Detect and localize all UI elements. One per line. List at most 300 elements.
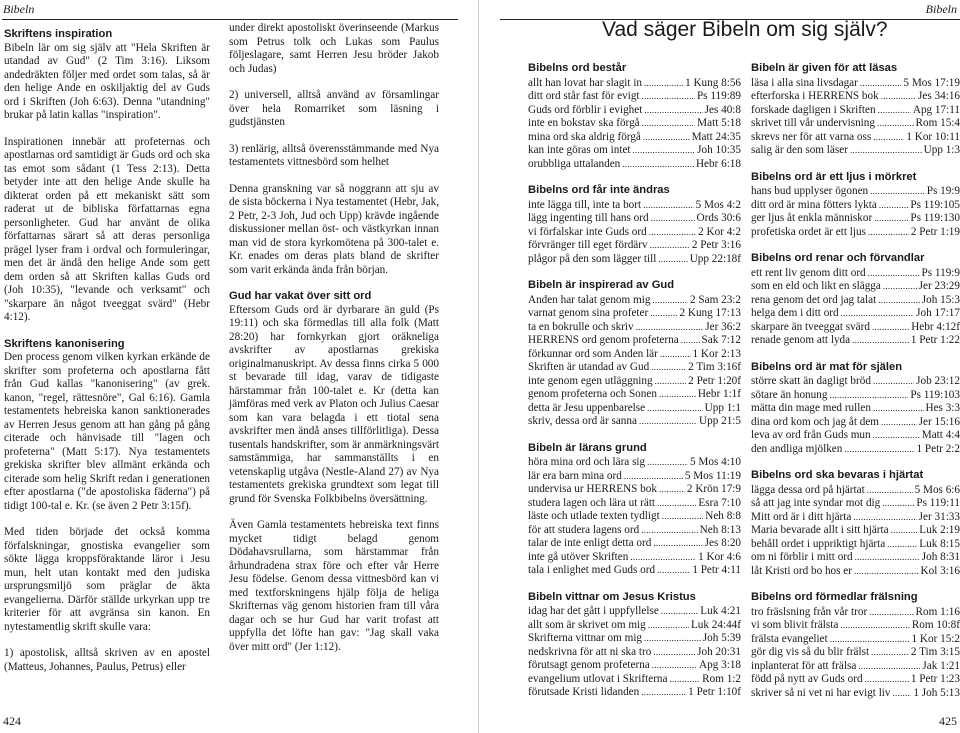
reference-row (751, 646, 960, 660)
reference-row (528, 686, 741, 700)
reference-text: Skrifterna vittnar om mig (528, 632, 643, 644)
reference-text: inplanterat för att frälsa (751, 659, 857, 672)
reference-text: skrivet till vår undervisning (751, 117, 875, 129)
leader-dots (653, 646, 695, 660)
verse-reference: Matt 24:35 (691, 130, 741, 143)
leader-dots (659, 483, 685, 497)
reference-text: inte en bokstav ska förgå (528, 117, 640, 129)
verse-reference: Matt 5:18 (697, 117, 741, 129)
reference-row (528, 226, 741, 240)
reference-row (528, 375, 741, 389)
leader-dots (644, 104, 702, 118)
reference-text: vi som blivit frälsta (751, 619, 839, 631)
leader-dots (648, 619, 689, 633)
paragraph: 1) apostolisk, alltså skriven av en apostel (Matteus, Johannes, Paulus, Petrus) eller (4, 647, 210, 673)
reference-text: efterforska i HERRENS bok (751, 90, 879, 102)
reference-row (751, 131, 960, 145)
reference-row (751, 511, 960, 525)
reference-row (528, 564, 741, 578)
leader-dots (644, 77, 683, 91)
reference-row (751, 633, 960, 647)
reference-text: behåll ordet i uppriktigt hjärta (751, 537, 886, 550)
reference-text: studera lagen och lära ut rätt (528, 496, 656, 509)
reference-row (528, 510, 741, 524)
verse-reference: 2 Petr 1:20f (688, 374, 741, 387)
verse-reference: Upp 21:5 (699, 415, 741, 427)
paragraph: Även Gamla testamentets hebreiska text finns mycket tidigt belagd genom Dödahavsrullarna, som härstammar från århundradena strax före och efter vår Herre Jesu födelse. Genom dessa vittnesbörd kan vi med textforskningens hjälp följa de heliga Skrifternas väg genom historien fram till våra dagar och se hur Gud har varit trofast att uppfylla det löfte han gav: "Jag skall vaka över mitt ord" (Jer 1:12). (229, 519, 439, 653)
reference-row (751, 226, 960, 240)
reference-text: låt Kristi ord bo hos er (751, 564, 852, 577)
reference-text: skriv, dessa ord är sanna (528, 415, 637, 427)
reference-row (528, 483, 741, 497)
reference-text: Mitt ord är i ditt hjärta (751, 510, 852, 523)
reference-group (751, 469, 960, 578)
verse-reference: Job 23:12 (916, 375, 960, 387)
verse-reference: Upp 1:3 (923, 144, 960, 156)
verse-reference: 1 Petr 2:2 (916, 442, 960, 455)
verse-reference: Apg 3:18 (699, 659, 741, 671)
reference-text: tro fräslsning från vår tror (751, 605, 868, 618)
reference-text: skrevs ner för att varna oss (751, 130, 872, 143)
reference-row (751, 199, 960, 213)
reference-row (751, 416, 960, 430)
text-column-1 (4, 28, 210, 687)
paragraph: under direkt apostoliskt överinseende (Markus som Petrus tolk och Lukas som Paulus följeslagare, samt Herren Jesu bröder Jakob och Judas) (229, 22, 439, 75)
reference-text: ett rent liv genom ditt ord (751, 266, 866, 279)
running-head: Bibeln (3, 2, 35, 16)
right-page (500, 0, 960, 733)
reference-row (528, 632, 741, 646)
paragraph: Inspirationen innebär att profeternas och apostlarnas ord samtidigt är Guds ord och ska tas emot som sådant (1 Tess 2:13). Detta betyder inte att den helige Ande skulle ha dikterat orden på ett mekaniskt sätt som raderat ut de bibliska författarnas egna personligheter. Gud har använt de olika författarnas särart så att deras personliga prägel lyser fram i ordval och formuleringar, men det är ändå den helige Ande som gett dem orden så att Skriften kallas Guds ord (Joh 10:35), "levande och verksamt" och "skarpare än något tveeggat svärd" (Hebr 4:12). (4, 135, 210, 323)
leader-dots (647, 402, 703, 416)
reference-group-heading: Bibeln är lärans grund (528, 441, 647, 454)
leader-dots (840, 619, 910, 633)
reference-row (751, 551, 960, 565)
reference-text: som en eld och likt en slägga (751, 280, 881, 292)
reference-row (751, 660, 960, 674)
reference-text: född på nytt av Guds ord (751, 673, 863, 685)
leader-dots (878, 104, 911, 118)
reference-row (528, 361, 741, 375)
leader-dots (651, 212, 695, 226)
reference-text: förvränger till eget fördärv (528, 239, 648, 251)
verse-reference: 5 Mos 11:19 (684, 469, 741, 482)
leader-dots (879, 199, 909, 213)
leader-dots (865, 673, 909, 687)
reference-text: mätta din mage med rullen (751, 402, 871, 414)
reference-text: lägga dessa ord på hjärtat (751, 483, 865, 496)
leader-dots (644, 632, 701, 646)
leader-dots (652, 294, 688, 308)
reference-row (528, 334, 741, 348)
reference-text: salig är den som läser (751, 144, 848, 156)
reference-text: inte lägga till, inte ta bort (528, 198, 642, 211)
reference-text: nedskrivna för att ni ska tro (528, 645, 652, 658)
paragraph: Med tiden började det också komma förfalskningar, gnostiska evangelier som sökte lägga kroppsföraktande läror i Jesu mun, helt utan kontakt med den judiska ursprungsmiljö som präglar de äkta evangelierna. Därför ställde urkyrkan upp tre kriterier för att avgränsa sin kanon. En nytestamentlig skrift skulle vara: (4, 526, 210, 633)
reference-row (528, 673, 741, 687)
page-number: 425 (939, 714, 957, 728)
verse-reference: Ps 119:130 (910, 212, 960, 224)
reference-row (528, 307, 741, 321)
verse-reference: Joh 17:17 (916, 307, 960, 319)
verse-reference: Jes 40:8 (704, 103, 741, 116)
reference-row (528, 294, 741, 308)
verse-reference: 2 Sam 23:2 (690, 293, 741, 306)
reference-text: detta är Jesu uppenbarelse (528, 401, 646, 414)
reference-text: gör dig vis så du blir frälst (751, 646, 870, 658)
verse-reference: Apg 17:11 (912, 103, 960, 116)
reference-row (528, 90, 741, 104)
verse-reference: Jer 23:29 (918, 280, 960, 292)
leader-dots (881, 416, 917, 430)
verse-reference: 2 Krön 17:9 (686, 483, 741, 495)
reference-row (528, 199, 741, 213)
reference-text: förkunnar ord som Anden lär (528, 347, 658, 360)
reference-text: frälsta evangeliet (751, 632, 828, 645)
reference-text: den andliga mjölken (751, 442, 843, 455)
reference-row (751, 402, 960, 416)
leader-dots (650, 307, 677, 321)
reference-text: tala i enlighet med Guds ord (528, 564, 656, 576)
leader-dots (893, 687, 912, 701)
reference-row (528, 470, 741, 484)
reference-text: forskade dagligen i Skriften (751, 103, 876, 116)
leader-dots (653, 537, 702, 551)
reference-row (528, 388, 741, 402)
reference-row (528, 158, 741, 172)
reference-row (751, 375, 960, 389)
verse-reference: Jer 36:2 (705, 320, 741, 333)
verse-reference: Jer 15:16 (918, 415, 960, 428)
leader-dots (871, 646, 909, 660)
reference-group-heading: Bibeln är given för att läsas (751, 62, 898, 74)
reference-text: allt han lovat har slagit in (528, 76, 643, 89)
reference-text: lägg ingenting till hans ord (528, 212, 649, 224)
leader-dots (681, 334, 700, 348)
leader-dots (887, 538, 917, 552)
reference-text: ditt ord står fast för evigt (528, 90, 640, 102)
verse-reference: Jak 1:21 (922, 659, 960, 672)
leader-dots (872, 321, 909, 335)
verse-reference: Jer 31:33 (918, 510, 960, 523)
reference-text: renade genom att lyda (751, 334, 851, 346)
leader-dots (643, 131, 690, 145)
verse-reference: 2 Tim 3:15 (910, 646, 960, 658)
verse-reference: Upp 1:1 (704, 401, 741, 414)
verse-reference: Kol 3:16 (920, 564, 960, 577)
reference-group (751, 591, 960, 700)
leader-dots (852, 334, 909, 348)
leader-dots (844, 443, 914, 457)
running-head: Bibeln (925, 2, 957, 16)
reference-text: dina ord kom och jag åt dem (751, 415, 880, 428)
leader-dots (869, 606, 913, 620)
reference-row (751, 185, 960, 199)
reference-group (528, 442, 741, 578)
verse-reference: Jes 34:16 (918, 90, 960, 102)
reference-row (528, 321, 741, 335)
reference-row (751, 144, 960, 158)
reference-text: förutsagt genom profeterna (528, 659, 650, 671)
reference-text: inte gå utöver Skriften (528, 550, 629, 563)
reference-row (528, 537, 741, 551)
verse-reference: Luk 8:15 (919, 537, 960, 550)
verse-reference: 2 Kung 17:13 (679, 307, 741, 319)
reference-row (528, 117, 741, 131)
reference-text: allt som är skrivet om mig (528, 618, 646, 631)
reference-text: Maria bevarade allt i sitt hjärta (751, 524, 889, 536)
leader-dots (650, 239, 690, 253)
reference-text: läsa i alla sina livsdagar (751, 76, 858, 89)
reference-text: profetiska ordet är ett ljus (751, 225, 866, 238)
leader-dots (891, 524, 918, 538)
reference-text: större skatt än dagligt bröd (751, 375, 871, 387)
verse-reference: Neh 8:13 (699, 523, 741, 536)
reference-text: kan inte göras om intet (528, 144, 631, 156)
leader-dots (850, 144, 922, 158)
verse-reference: Joh 20:31 (697, 645, 741, 658)
section-heading: Skriftens kanonisering (4, 337, 125, 350)
verse-reference: Hes 3:3 (925, 402, 960, 414)
reference-row (751, 294, 960, 308)
leader-dots (657, 564, 690, 578)
verse-reference: Rom 10:8f (911, 619, 960, 631)
verse-reference: Upp 22:18f (689, 252, 741, 265)
reference-row (528, 239, 741, 253)
reference-row (528, 415, 741, 429)
reference-text: ta en bokrulle och skriv (528, 320, 634, 333)
leader-dots (630, 551, 696, 565)
paragraph: Denna granskning var så noggrann att sju av de sista böckerna i Nya testamentet (Hebr, Jak, 2 Petr, 2-3 Joh, Jud och Upp) krävde ingående diskussioner mellan öst- och västkyrkan innan man vid de stora kyrkomötena på 300-talet e. Kr. enades om deras plats bland de skrifter som varit erkända ända från början. (229, 182, 439, 276)
verse-reference: 5 Mos 4:10 (690, 456, 741, 468)
paragraph: Den process genom vilken kyrkan erkände de skrifter som profeterna och apostlarna fått från Gud kallas "kanonisering" (av grek. kanon, "regel, rättesnöre", Gal 6:16). Gamla testamentets hebreiska kanon sanktionerades av Herren Jesus genom att han gång på gång citerade och hänvisade till "lagen och profeterna" (Matt 5:17). Nya testamentets grekiska skrifter blev allmänt erkända och citerade som helig Skrift redan i generationen efter apostlarna ("de apostoliska fäderna") på tidigt 100-tal e. Kr. (se även 2 Petr 3:15f). (4, 351, 210, 512)
leader-dots (868, 267, 920, 281)
verse-reference: 1 Petr 1:10f (688, 686, 741, 698)
reference-group-heading: Bibeln vittnar om Jesus Kristus (528, 590, 696, 603)
leader-dots (878, 294, 920, 308)
verse-reference: Esra 7:10 (698, 496, 741, 509)
reference-row (751, 443, 960, 457)
reference-text: Anden har talat genom mig (528, 293, 651, 306)
leader-dots (670, 673, 701, 687)
reference-text: HERRENS ord genom profeterna (528, 334, 679, 346)
verse-reference: Sak 7:12 (701, 334, 741, 346)
leader-dots (858, 660, 920, 674)
verse-reference: 2 Kor 4:2 (698, 225, 741, 238)
reference-row (751, 104, 960, 118)
reference-text: så att jag inte syndar mot dig (751, 497, 881, 509)
reference-row (751, 77, 960, 91)
reference-row (751, 606, 960, 620)
verse-reference: Joh 10:35 (697, 144, 741, 156)
reference-row (528, 402, 741, 416)
reference-text: vi förfalskar inte Guds ord (528, 225, 647, 238)
leader-dots (642, 90, 695, 104)
reference-group-heading: Bibelns ord ska bevaras i hjärtat (751, 469, 924, 481)
text-column-2 (229, 22, 439, 667)
reference-row (751, 280, 960, 294)
reference-group-heading: Bibelns ord renar och förvandlar (751, 252, 925, 264)
leader-dots (873, 375, 914, 389)
reference-text: om ni förblir i mitt ord (751, 551, 853, 563)
reference-text: genom profeterna och Sonen (528, 388, 657, 400)
leader-dots (830, 633, 910, 647)
reference-text: inte genom egen utläggning (528, 374, 653, 387)
reference-text: hans bud upplyser ögonen (751, 185, 869, 197)
reference-row (528, 659, 741, 673)
reference-text: förutsade Kristi lidanden (528, 686, 640, 698)
verse-reference: Joh 15:3 (921, 293, 960, 306)
reference-text: skriver så ni vet ni har evigt liv (751, 686, 891, 699)
leader-dots (860, 77, 902, 91)
reference-text: evangelium utlovat i Skrifterna (528, 672, 668, 685)
verse-reference: Luk 24:44f (690, 618, 741, 631)
reference-row (528, 212, 741, 226)
reference-row (528, 605, 741, 619)
reference-row (751, 267, 960, 281)
section-heading: Skriftens inspiration (4, 28, 113, 40)
reference-text: ditt ord är mina fötters lykta (751, 198, 877, 211)
reference-group (528, 62, 741, 171)
reference-group-heading: Bibelns ord förmedlar frälsning (751, 591, 918, 603)
left-page (0, 0, 460, 733)
reference-row (528, 104, 741, 118)
verse-reference: Joh 8:31 (921, 551, 960, 563)
verse-reference: Rom 15:4 (915, 117, 960, 129)
reference-group (528, 591, 741, 700)
leader-dots (881, 90, 916, 104)
header-rule (2, 19, 458, 20)
verse-reference: 1 Petr 4:11 (692, 564, 741, 576)
reference-text: för att studera lagens ord (528, 523, 640, 536)
leader-dots (873, 402, 924, 416)
verse-reference: 1 Kor 4:6 (698, 550, 741, 563)
reference-row (528, 348, 741, 362)
reference-row (751, 321, 960, 335)
verse-reference: Luk 2:19 (919, 524, 960, 536)
reference-text: läste och utlade texten tydligt (528, 510, 660, 522)
reference-group-heading: Bibelns ord består (528, 62, 627, 74)
leader-dots (642, 117, 696, 131)
reference-text: orubbliga uttalanden (528, 157, 621, 170)
verse-reference: Luk 4:21 (700, 605, 741, 617)
verse-reference: Ords 30:6 (696, 212, 741, 224)
leader-dots (855, 551, 920, 565)
reference-row (528, 144, 741, 158)
leader-dots (853, 511, 916, 525)
reference-row (528, 524, 741, 538)
verse-reference: Rom 1:2 (702, 672, 741, 685)
reference-text: undervisa ur HERRENS bok (528, 483, 657, 495)
leader-dots (868, 226, 909, 240)
reference-text: plågor på den som lägger till (528, 252, 657, 265)
leader-dots (624, 470, 683, 484)
reference-row (528, 619, 741, 633)
leader-dots (643, 199, 694, 213)
leader-dots (658, 253, 687, 267)
leader-dots (639, 415, 697, 429)
reference-text: varnat genom sina profeter (528, 307, 649, 319)
verse-reference: 5 Mos 17:19 (903, 76, 960, 89)
paragraph: Bibeln lär om sig själv att "Hela Skriften är utandad av Gud" (2 Tim 3:16). Liksom andedräkten följer med ordet som talas, så är den helige Ande en oskiljaktig del av Guds ord i Skriften (Joh 6:63). Denna "utandning" brukar på latin kallas "inspiration". (4, 41, 210, 121)
reference-group (528, 279, 741, 429)
verse-reference: Hebr 1:1f (697, 388, 741, 400)
leader-dots (633, 144, 696, 158)
leader-dots (651, 361, 686, 375)
leader-dots (649, 226, 696, 240)
leader-dots (874, 212, 908, 226)
verse-reference: Rom 1:16 (915, 605, 960, 618)
leader-dots (622, 158, 694, 172)
verse-reference: Ps 119:89 (696, 90, 741, 102)
verse-reference: 1 Kung 8:56 (685, 76, 741, 89)
section-heading: Gud har vakat över sitt ord (229, 290, 372, 302)
reference-row (528, 551, 741, 565)
verse-reference: Ps 119:105 (910, 198, 960, 211)
reference-text: ger ljus åt enkla människor (751, 212, 873, 224)
reference-group-heading: Bibelns ord får inte ändras (528, 184, 670, 196)
verse-reference: 1 Petr 1:22 (910, 334, 960, 346)
leader-dots (829, 389, 908, 403)
reference-text: talar de inte enligt detta ord (528, 537, 652, 549)
verse-reference: 2 Petr 3:16 (691, 239, 741, 251)
leader-dots (867, 484, 913, 498)
leader-dots (657, 497, 696, 511)
reference-row (751, 429, 960, 443)
verse-reference: Ps 119:9 (921, 266, 960, 279)
leader-dots (877, 117, 914, 131)
paragraph: 2) universell, alltså använd av församlingar över hela Romarriket som läsning i gudstjänsten (229, 89, 439, 128)
reference-row (528, 253, 741, 267)
page-title: Vad säger Bibeln om sig själv? (602, 18, 888, 41)
reference-row (751, 117, 960, 131)
verse-reference: Jes 8:20 (704, 537, 741, 549)
verse-reference: 1 Joh 5:13 (913, 686, 960, 699)
reference-row (528, 77, 741, 91)
leader-dots (873, 429, 920, 443)
reference-group (751, 252, 960, 348)
reference-row (751, 619, 960, 633)
verse-reference: Matt 4:4 (921, 429, 960, 441)
leader-dots (662, 510, 704, 524)
verse-reference: 2 Petr 1:19 (910, 225, 960, 238)
gutter-divider (478, 0, 479, 733)
reference-group (751, 62, 960, 158)
reference-group-heading: Bibeln är inspirerad av Gud (528, 279, 675, 291)
verse-reference: 1 Kor 2:13 (692, 347, 741, 360)
reference-text: Skriften är utandad av Gud (528, 361, 650, 373)
paragraph: 3) renlärig, alltså överensstämmande med Nya testamentets vittnesbörd som helhet (229, 142, 439, 168)
leader-dots (841, 307, 915, 321)
reference-text: lär era barn mina ord (528, 469, 622, 482)
leader-dots (659, 388, 696, 402)
reference-row (751, 687, 960, 701)
verse-reference: 2 Tim 3:16f (688, 361, 741, 373)
reference-row (751, 497, 960, 511)
reference-group-heading: Bibelns ord är mat för själen (751, 360, 903, 373)
reference-text: leva av ord från Guds mun (751, 429, 871, 441)
leader-dots (652, 659, 697, 673)
reference-text: skarpare än tveeggat svärd (751, 320, 870, 333)
verse-reference: Neh 8:8 (705, 510, 741, 522)
reference-row (751, 212, 960, 226)
leader-dots (661, 605, 698, 619)
verse-reference: 1 Kor 10:11 (906, 130, 960, 143)
verse-reference: 1 Kor 15:2 (911, 632, 960, 645)
reference-row (751, 307, 960, 321)
verse-reference: 5 Mos 6:6 (914, 483, 960, 496)
reference-group-heading: Bibelns ord är ett ljus i mörkret (751, 170, 917, 183)
